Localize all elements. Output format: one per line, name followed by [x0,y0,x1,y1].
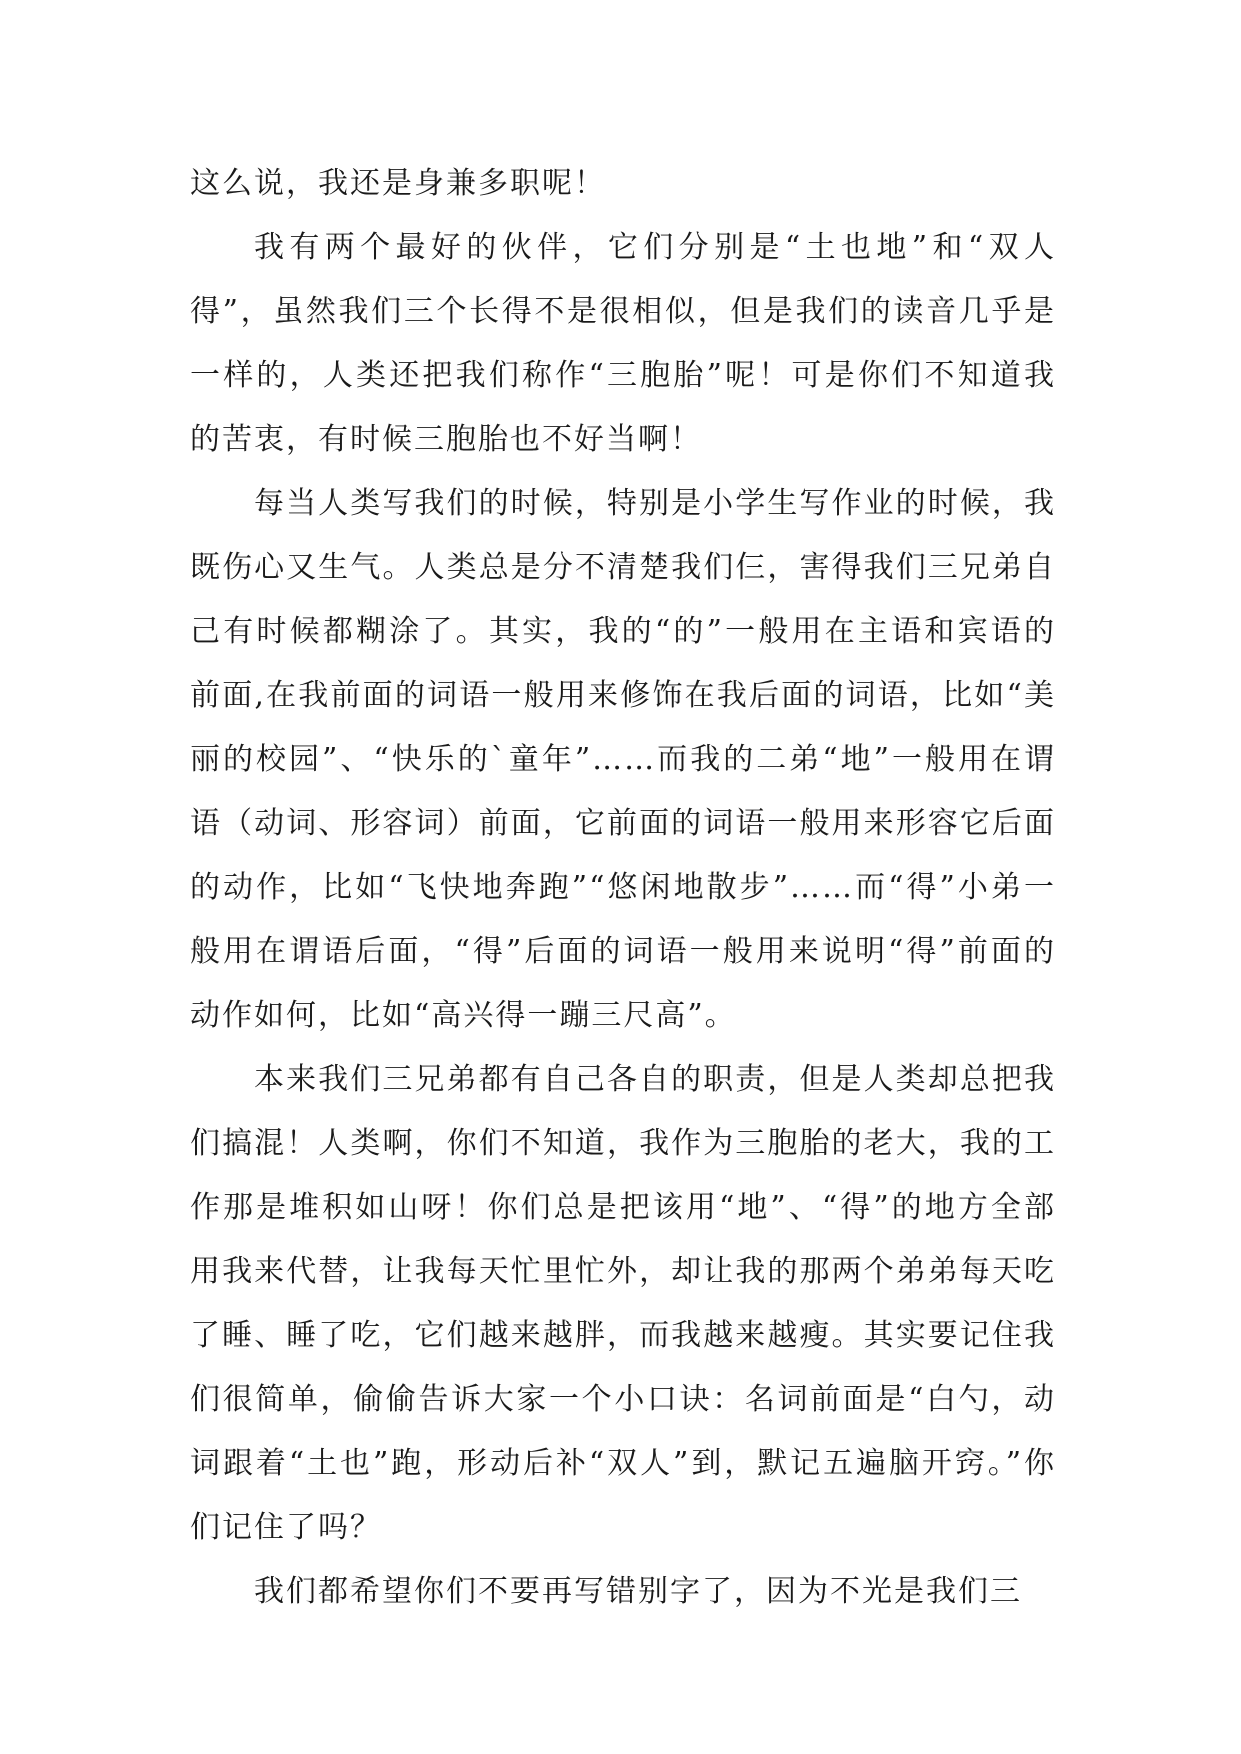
document-body [190,152,1056,1624]
paragraph-partners: 我有两个最好的伙伴，它们分别是“土也地”和“双人得”，虽然我们三个长得不是很相似，但是我们的读音几乎是一样的，人类还把我们称作“三胞胎”呢！可是你们不知道我的苦衷，有时候三胞胎也不好当啊！ [190,230,1056,457]
paragraph-continuation: 这么说，我还是身兼多职呢！ [190,166,606,201]
paragraph-mnemonic: 本来我们三兄弟都有自己各自的职责，但是人类却总把我们搞混！人类啊，你们不知道，我作为三胞胎的老大，我的工作那是堆积如山呀！你们总是把该用“地”、“得”的地方全部用我来代替，让我每天忙里忙外，却让我的那两个弟弟每天吃了睡、睡了吃，它们越来越胖，而我越来越瘦。其实要记住我们很简单，偷偷告诉大家一个小口诀：名词前面是“白勺，动词跟着“土也”跑，形动后补“双人”到，默记五遍脑开窍。”你们记住了吗？ [190,1062,1056,1545]
paragraph-usage: 每当人类写我们的时候，特别是小学生写作业的时候，我既伤心又生气。人类总是分不清楚我们仨，害得我们三兄弟自己有时候都糊涂了。其实，我的“的”一般用在主语和宾语的前面,在我前面的词语一般用来修饰在我后面的词语，比如“美丽的校园”、“快乐的`童年”……而我的二弟“地”一般用在谓语（动词、形容词）前面，它前面的词语一般用来形容它后面的动作，比如“飞快地奔跑”“悠闲地散步”……而“得”小弟一般用在谓语后面，“得”后面的词语一般用来说明“得”前面的动作如何，比如“高兴得一蹦三尺高”。 [190,486,1056,1033]
paragraph-closing: 我们都希望你们不要再写错别字了，因为不光是我们三 [254,1574,1022,1609]
